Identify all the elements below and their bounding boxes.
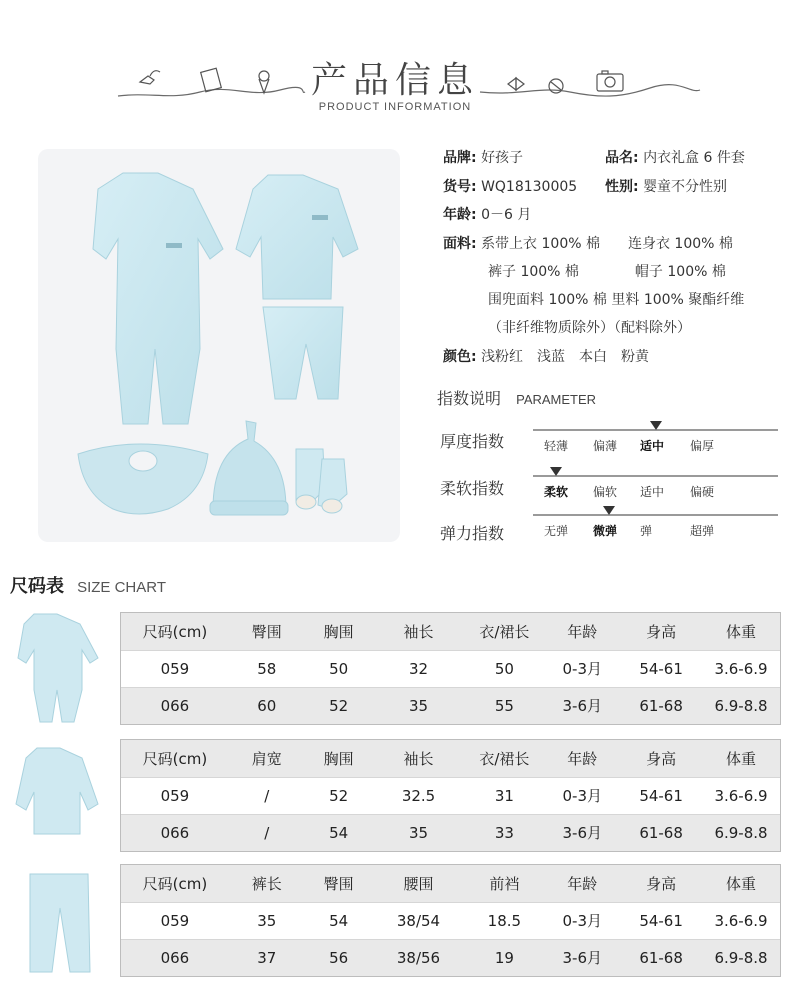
parameter-title: 指数说明 (437, 389, 502, 408)
fabric-line: 围兜面料 100% 棉 里料 100% 聚酯纤维 (488, 292, 745, 308)
table-cell: 35 (373, 687, 465, 724)
table-cell: 54-61 (620, 777, 702, 814)
table-cell: 55 (464, 687, 544, 724)
table-cell: 54 (305, 902, 373, 939)
table-cell: 18.5 (464, 902, 544, 939)
table-header-cell: 臀围 (229, 613, 305, 650)
size-chart-heading (10, 572, 166, 598)
age-value: 0－6 月 (481, 207, 532, 223)
table-header-cell: 体重 (702, 613, 780, 650)
table-header-row (121, 865, 780, 902)
table-cell: 60 (229, 687, 305, 724)
romper-label-patch (166, 243, 182, 248)
parameter-row (440, 523, 780, 563)
table-header-cell: 腰围 (373, 865, 465, 902)
table-row (121, 902, 780, 939)
parameter-option: 轻薄 (544, 439, 569, 453)
parameter-option: 偏厚 (690, 439, 715, 453)
selected-marker-icon (603, 506, 615, 515)
table-cell: 56 (305, 939, 373, 976)
shirt-image (236, 175, 358, 299)
table-cell: 33 (464, 814, 544, 851)
table-header-cell: 年龄 (544, 613, 620, 650)
info-row-color (443, 346, 649, 368)
table-cell: 35 (229, 902, 305, 939)
sku-value: WQ18130005 (481, 179, 578, 195)
table-cell: 58 (229, 650, 305, 687)
age-label: 年龄: (443, 207, 477, 223)
table-header-cell: 体重 (702, 740, 780, 777)
table-cell: 32.5 (373, 777, 465, 814)
table-cell: 38/56 (373, 939, 465, 976)
info-row-brand (443, 147, 523, 169)
parameter-option-selected: 微弹 (593, 524, 618, 538)
table-cell: 3.6-6.9 (702, 902, 780, 939)
fabric-line: （非纤维物质除外）（配料除外） (488, 320, 691, 336)
table-cell: 3-6月 (544, 687, 620, 724)
parameter-row-label: 弹力指数 (440, 524, 505, 543)
table-cell: 50 (464, 650, 544, 687)
size-chart-title: 尺码表 (10, 576, 64, 597)
socks-image (296, 449, 347, 513)
table-cell: 3.6-6.9 (702, 777, 780, 814)
bib-image (78, 444, 208, 514)
table-cell: 54-61 (620, 902, 702, 939)
table-cell: 066 (121, 939, 229, 976)
table-header-cell: 身高 (620, 740, 702, 777)
product-name-value: 内衣礼盒 6 件套 (643, 150, 745, 166)
brand-label: 品牌: (443, 150, 477, 166)
table-cell: 31 (464, 777, 544, 814)
table-cell: 0-3月 (544, 902, 620, 939)
table-header-cell: 前裆 (464, 865, 544, 902)
table-cell: 059 (121, 902, 229, 939)
table-cell: 6.9-8.8 (702, 687, 780, 724)
table-row (121, 777, 780, 814)
selected-marker-icon (650, 421, 662, 430)
table-cell: 61-68 (620, 939, 702, 976)
table-cell: 059 (121, 777, 229, 814)
brand-value: 好孩子 (481, 150, 524, 166)
parameter-option: 偏硬 (690, 485, 715, 499)
fabric-line: 裤子 100% 棉 帽子 100% 棉 (488, 264, 726, 280)
pants-image (263, 307, 343, 399)
fabric-line: 系带上衣 100% 棉 连身衣 100% 棉 (481, 236, 733, 252)
table-cell: 54-61 (620, 650, 702, 687)
table-header-cell: 年龄 (544, 865, 620, 902)
parameter-option: 弹 (640, 524, 653, 538)
table-header-cell: 胸围 (305, 740, 373, 777)
table-header-row (121, 613, 780, 650)
table-header-cell: 臀围 (305, 865, 373, 902)
table-row (121, 814, 780, 851)
page-subtitle: PRODUCT INFORMATION (318, 101, 472, 113)
table-header-cell: 年龄 (544, 740, 620, 777)
parameter-row (440, 431, 780, 471)
parameter-option: 偏软 (593, 485, 618, 499)
table-header-cell: 尺码(cm) (121, 865, 229, 902)
parameter-option: 偏薄 (593, 439, 618, 453)
parameter-option: 适中 (640, 485, 665, 499)
table-header-cell: 身高 (620, 613, 702, 650)
parameter-row-label: 厚度指数 (440, 432, 505, 451)
parameter-option: 超弹 (690, 524, 715, 538)
gender-label: 性别: (605, 179, 639, 195)
table-cell: 0-3月 (544, 777, 620, 814)
romper-image (93, 173, 223, 424)
sku-label: 货号: (443, 179, 477, 195)
table-cell: 61-68 (620, 814, 702, 851)
table-cell: 32 (373, 650, 465, 687)
table-header-cell: 身高 (620, 865, 702, 902)
selected-marker-icon (550, 467, 562, 476)
parameter-option: 无弹 (544, 524, 569, 538)
table-header-cell: 体重 (702, 865, 780, 902)
gender-value: 婴童不分性别 (643, 179, 728, 195)
table-cell: 059 (121, 650, 229, 687)
info-row-name (605, 147, 745, 169)
info-row-fabric (443, 233, 733, 255)
color-label: 颜色: (443, 349, 477, 365)
size-table (121, 613, 780, 724)
parameter-row-label: 柔软指数 (440, 479, 505, 498)
product-name-label: 品名: (605, 150, 639, 166)
parameter-option-selected: 柔软 (544, 485, 569, 499)
table-cell: 19 (464, 939, 544, 976)
info-row-sku (443, 176, 577, 198)
shirt-label-patch (312, 215, 328, 220)
parameter-option-selected: 适中 (640, 439, 665, 453)
product-set-illustration (38, 149, 400, 542)
table-cell: 6.9-8.8 (702, 814, 780, 851)
table-header-cell: 尺码(cm) (121, 613, 229, 650)
table-header-cell: 裤长 (229, 865, 305, 902)
size-table (121, 865, 780, 976)
table-cell: 35 (373, 814, 465, 851)
table-header-cell: 衣/裙长 (464, 613, 544, 650)
table-row (121, 687, 780, 724)
table-cell: 50 (305, 650, 373, 687)
color-value: 浅粉红 浅蓝 本白 粉黄 (481, 349, 650, 365)
table-cell: 3-6月 (544, 939, 620, 976)
table-cell: 0-3月 (544, 650, 620, 687)
table-header-cell: 肩宽 (229, 740, 305, 777)
size-chart-subtitle: SIZE CHART (77, 579, 166, 596)
table-cell: 38/54 (373, 902, 465, 939)
table-cell: 066 (121, 687, 229, 724)
size-table (121, 740, 780, 851)
table-header-cell: 袖长 (373, 740, 465, 777)
table-cell: 52 (305, 687, 373, 724)
table-cell: 3.6-6.9 (702, 650, 780, 687)
parameter-heading (437, 388, 596, 410)
table-header-row (121, 740, 780, 777)
parameter-subtitle: PARAMETER (516, 392, 597, 407)
romper-thumbnail (12, 610, 102, 725)
table-cell: 52 (305, 777, 373, 814)
table-header-cell: 胸围 (305, 613, 373, 650)
section-header (0, 0, 790, 130)
table-header-cell: 尺码(cm) (121, 740, 229, 777)
table-cell: 61-68 (620, 687, 702, 724)
product-photo (38, 149, 400, 542)
page-title: 产品信息 (310, 60, 479, 101)
info-row-age (443, 204, 531, 226)
parameter-scale-line (533, 475, 778, 477)
table-cell: / (229, 814, 305, 851)
table-row (121, 650, 780, 687)
table-cell: 3-6月 (544, 814, 620, 851)
parameter-scale-line (533, 514, 778, 516)
fabric-label: 面料: (443, 236, 477, 252)
table-header-cell: 衣/裙长 (464, 740, 544, 777)
table-row (121, 939, 780, 976)
table-cell: 6.9-8.8 (702, 939, 780, 976)
table-header-cell: 袖长 (373, 613, 465, 650)
table-cell: 37 (229, 939, 305, 976)
table-cell: 54 (305, 814, 373, 851)
table-cell: / (229, 777, 305, 814)
hat-image (210, 421, 288, 515)
pants-thumbnail (12, 868, 102, 978)
table-cell: 066 (121, 814, 229, 851)
shirt-thumbnail (12, 742, 102, 842)
info-row-gender (605, 176, 727, 198)
